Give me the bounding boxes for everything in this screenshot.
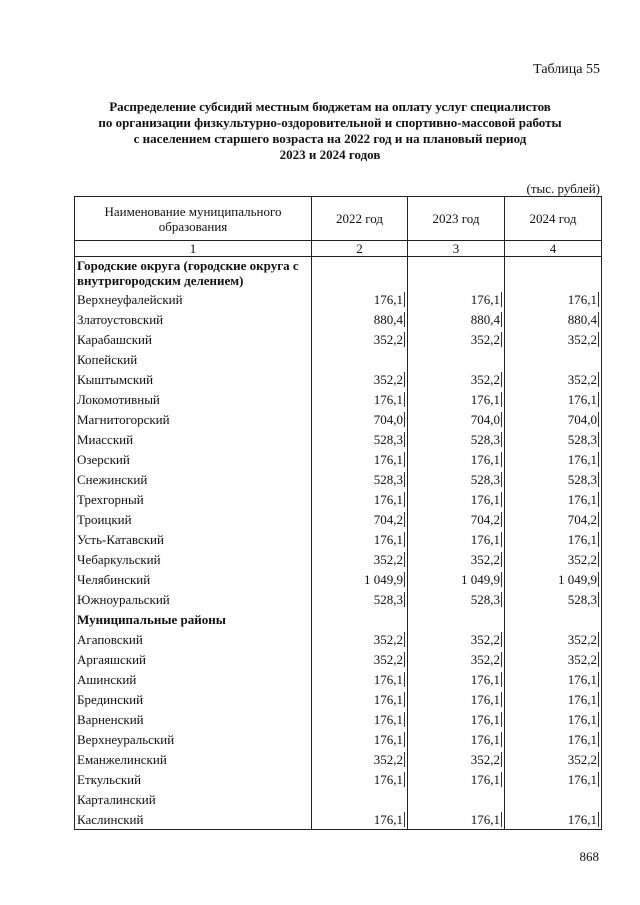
value-text: 176,1	[373, 671, 403, 687]
value-text: 176,1	[373, 391, 403, 407]
value-text	[501, 352, 502, 367]
value-text: 176,1	[567, 491, 597, 507]
table-row	[75, 669, 602, 689]
municipality-name: Ашинский	[75, 669, 312, 689]
value-2022	[312, 669, 408, 689]
value-text: 352,2	[567, 551, 597, 567]
value-text: 704,2	[567, 511, 597, 527]
value-text: 704,2	[373, 511, 403, 527]
column-number: 2	[312, 241, 408, 257]
column-number: 1	[75, 241, 312, 257]
section-row	[75, 609, 602, 629]
value-2023	[408, 609, 505, 629]
value-text: 176,1	[373, 451, 403, 467]
table-row	[75, 769, 602, 789]
value-2023	[408, 589, 505, 609]
value-text: 704,0	[373, 411, 403, 427]
municipality-name: Каслинский	[75, 809, 312, 830]
value-2022	[312, 649, 408, 669]
value-text: 176,1	[470, 391, 500, 407]
value-text: 176,1	[470, 691, 500, 707]
value-text: 528,3	[567, 471, 597, 487]
value-text: 176,1	[470, 451, 500, 467]
table-row	[75, 329, 602, 349]
value-2024	[505, 749, 602, 769]
page-number: 868	[579, 849, 599, 864]
table-row	[75, 489, 602, 509]
title-line: Распределение субсидий местным бюджетам на оплату услуг специалистов	[109, 99, 551, 114]
column-number: 4	[505, 241, 602, 257]
table-row	[75, 749, 602, 769]
value-2024	[505, 449, 602, 469]
header-municipality: Наименование муниципального образования	[75, 197, 312, 241]
value-text: 176,1	[567, 691, 597, 707]
value-text: 352,2	[373, 651, 403, 667]
value-2023	[408, 389, 505, 409]
value-2024	[505, 729, 602, 749]
value-2023	[408, 529, 505, 549]
value-text: 352,2	[373, 331, 403, 347]
value-2023	[408, 809, 505, 830]
section-title: Муниципальные районы	[75, 609, 312, 629]
value-2023	[408, 749, 505, 769]
municipality-name: Карабашский	[75, 329, 312, 349]
value-2023	[408, 729, 505, 749]
value-2024	[505, 349, 602, 369]
value-text: 176,1	[470, 771, 500, 787]
value-text: 176,1	[470, 531, 500, 547]
table-row	[75, 409, 602, 429]
municipality-name: Аргаяшский	[75, 649, 312, 669]
value-2024	[505, 369, 602, 389]
value-2022	[312, 409, 408, 429]
municipality-name: Локомотивный	[75, 389, 312, 409]
value-2023	[408, 709, 505, 729]
value-text: 704,0	[470, 411, 500, 427]
municipality-name: Карталинский	[75, 789, 312, 809]
value-2024	[505, 649, 602, 669]
table-row	[75, 789, 602, 809]
value-2023	[408, 409, 505, 429]
header-2023: 2023 год	[408, 197, 505, 241]
value-2022	[312, 369, 408, 389]
value-2022	[312, 289, 408, 309]
municipality-name: Еткульский	[75, 769, 312, 789]
table-row	[75, 449, 602, 469]
value-2024	[505, 509, 602, 529]
municipality-name: Миасский	[75, 429, 312, 449]
value-text: 352,2	[567, 331, 597, 347]
value-2022	[312, 749, 408, 769]
value-2023	[408, 489, 505, 509]
value-text: 176,1	[567, 731, 597, 747]
value-2023	[408, 629, 505, 649]
value-text: 176,1	[470, 811, 500, 827]
municipality-name: Еманжелинский	[75, 749, 312, 769]
value-text: 352,2	[470, 751, 500, 767]
value-text: 352,2	[470, 331, 500, 347]
value-text: 528,3	[373, 431, 403, 447]
value-2022	[312, 469, 408, 489]
value-text: 352,2	[470, 371, 500, 387]
value-text	[404, 792, 405, 807]
value-2022	[312, 729, 408, 749]
value-2024	[505, 489, 602, 509]
value-text: 528,3	[373, 471, 403, 487]
value-2023	[408, 649, 505, 669]
value-2024	[505, 669, 602, 689]
value-2024	[505, 469, 602, 489]
value-text: 176,1	[470, 711, 500, 727]
value-text	[598, 792, 599, 807]
value-text: 352,2	[470, 651, 500, 667]
value-2023	[408, 569, 505, 589]
value-text: 176,1	[567, 451, 597, 467]
table-row	[75, 709, 602, 729]
value-text: 880,4	[567, 311, 597, 327]
value-text: 176,1	[373, 531, 403, 547]
value-2022	[312, 689, 408, 709]
value-2023	[408, 349, 505, 369]
value-2024	[505, 609, 602, 629]
municipality-name: Кыштымский	[75, 369, 312, 389]
value-2023	[408, 289, 505, 309]
value-text: 528,3	[567, 591, 597, 607]
value-text: 176,1	[373, 291, 403, 307]
value-2024	[505, 629, 602, 649]
municipality-name: Чебаркульский	[75, 549, 312, 569]
value-2022	[312, 349, 408, 369]
value-2024	[505, 589, 602, 609]
value-2022	[312, 309, 408, 329]
value-2023	[408, 369, 505, 389]
value-2024	[505, 329, 602, 349]
value-2023	[408, 309, 505, 329]
municipality-name: Брединский	[75, 689, 312, 709]
value-2024	[505, 789, 602, 809]
value-2024	[505, 529, 602, 549]
value-2022	[312, 429, 408, 449]
table-row	[75, 289, 602, 309]
table-row	[75, 809, 602, 830]
value-text: 528,3	[470, 431, 500, 447]
value-2024	[505, 569, 602, 589]
value-2022	[312, 569, 408, 589]
value-text: 528,3	[470, 471, 500, 487]
table-row	[75, 569, 602, 589]
municipality-name: Агаповский	[75, 629, 312, 649]
municipality-name: Снежинский	[75, 469, 312, 489]
table-row	[75, 649, 602, 669]
value-text: 352,2	[373, 631, 403, 647]
value-2023	[408, 549, 505, 569]
value-text: 352,2	[373, 551, 403, 567]
value-2022	[312, 549, 408, 569]
value-2022	[312, 789, 408, 809]
value-2023	[408, 449, 505, 469]
value-2024	[505, 389, 602, 409]
value-2024	[505, 809, 602, 830]
value-2024	[505, 309, 602, 329]
section-row	[75, 257, 602, 290]
municipality-name: Троицкий	[75, 509, 312, 529]
value-2024	[505, 689, 602, 709]
document-title	[70, 99, 590, 163]
value-text: 176,1	[373, 731, 403, 747]
value-text: 176,1	[470, 731, 500, 747]
value-text: 1 049,9	[461, 571, 500, 587]
title-line: с населением старшего возраста на 2022 год и на плановый период	[133, 131, 527, 146]
value-text	[598, 352, 599, 367]
value-text: 880,4	[470, 311, 500, 327]
value-text: 176,1	[567, 531, 597, 547]
table-row	[75, 549, 602, 569]
value-2022	[312, 449, 408, 469]
municipality-name: Варненский	[75, 709, 312, 729]
header-2022: 2022 год	[312, 197, 408, 241]
table-row	[75, 429, 602, 449]
value-2023	[408, 689, 505, 709]
value-text: 528,3	[567, 431, 597, 447]
value-text: 176,1	[567, 671, 597, 687]
value-2022	[312, 489, 408, 509]
column-number: 3	[408, 241, 505, 257]
title-line: по организации физкультурно-оздоровительной и спортивно-массовой работы	[98, 115, 562, 130]
value-text: 176,1	[373, 691, 403, 707]
table-row	[75, 729, 602, 749]
table-row	[75, 629, 602, 649]
municipality-name: Верхнеуральский	[75, 729, 312, 749]
value-2024	[505, 257, 602, 290]
value-text: 352,2	[373, 751, 403, 767]
municipality-name: Копейский	[75, 349, 312, 369]
value-text: 176,1	[470, 491, 500, 507]
table-row	[75, 349, 602, 369]
value-2022	[312, 509, 408, 529]
subsidy-table	[74, 196, 602, 830]
value-text: 352,2	[470, 631, 500, 647]
value-2024	[505, 409, 602, 429]
value-2022	[312, 809, 408, 830]
value-2022	[312, 589, 408, 609]
value-2023	[408, 429, 505, 449]
value-2024	[505, 769, 602, 789]
table-row	[75, 509, 602, 529]
value-2023	[408, 329, 505, 349]
value-text: 176,1	[567, 771, 597, 787]
value-text: 352,2	[470, 551, 500, 567]
value-2022	[312, 629, 408, 649]
value-text: 1 049,9	[558, 571, 597, 587]
municipality-name: Челябинский	[75, 569, 312, 589]
value-text: 176,1	[470, 671, 500, 687]
value-2022	[312, 709, 408, 729]
value-text: 528,3	[470, 591, 500, 607]
value-text: 176,1	[567, 291, 597, 307]
value-2023	[408, 257, 505, 290]
table-row	[75, 529, 602, 549]
value-text: 352,2	[567, 371, 597, 387]
value-text: 352,2	[567, 631, 597, 647]
header-2024: 2024 год	[505, 197, 602, 241]
municipality-name: Усть-Катавский	[75, 529, 312, 549]
value-text: 176,1	[470, 291, 500, 307]
municipality-name: Златоустовский	[75, 309, 312, 329]
value-2023	[408, 769, 505, 789]
title-line: 2023 и 2024 годов	[279, 147, 381, 162]
table-label: Таблица 55	[533, 62, 600, 77]
table-header-row	[75, 197, 602, 241]
table-row	[75, 589, 602, 609]
value-text: 352,2	[373, 371, 403, 387]
value-text: 704,2	[470, 511, 500, 527]
section-title: Городские округа (городские округа с внутригородским делением)	[75, 257, 312, 290]
value-2022	[312, 529, 408, 549]
column-number-row	[75, 241, 602, 257]
value-text: 176,1	[373, 771, 403, 787]
table-row	[75, 309, 602, 329]
municipality-name: Магнитогорский	[75, 409, 312, 429]
table-row	[75, 369, 602, 389]
value-2023	[408, 469, 505, 489]
value-2024	[505, 709, 602, 729]
municipality-name: Озерский	[75, 449, 312, 469]
value-text	[404, 352, 405, 367]
municipality-name: Трехгорный	[75, 489, 312, 509]
value-2023	[408, 789, 505, 809]
value-2022	[312, 257, 408, 290]
value-text: 176,1	[567, 711, 597, 727]
value-2022	[312, 389, 408, 409]
value-2024	[505, 289, 602, 309]
value-text: 352,2	[567, 751, 597, 767]
table-row	[75, 689, 602, 709]
table-row	[75, 469, 602, 489]
value-text: 352,2	[567, 651, 597, 667]
value-text	[501, 792, 502, 807]
value-2024	[505, 429, 602, 449]
value-text: 176,1	[373, 711, 403, 727]
value-2023	[408, 509, 505, 529]
value-text: 528,3	[373, 591, 403, 607]
units-label: (тыс. рублей)	[526, 181, 600, 196]
value-2022	[312, 609, 408, 629]
value-text: 176,1	[567, 391, 597, 407]
value-2022	[312, 769, 408, 789]
table-row	[75, 389, 602, 409]
value-text: 176,1	[373, 811, 403, 827]
value-text: 176,1	[373, 491, 403, 507]
value-text: 1 049,9	[364, 571, 403, 587]
value-2023	[408, 669, 505, 689]
municipality-name: Верхнеуфалейский	[75, 289, 312, 309]
value-text: 704,0	[567, 411, 597, 427]
value-2022	[312, 329, 408, 349]
value-text: 880,4	[373, 311, 403, 327]
value-2024	[505, 549, 602, 569]
municipality-name: Южноуральский	[75, 589, 312, 609]
value-text: 176,1	[567, 811, 597, 827]
